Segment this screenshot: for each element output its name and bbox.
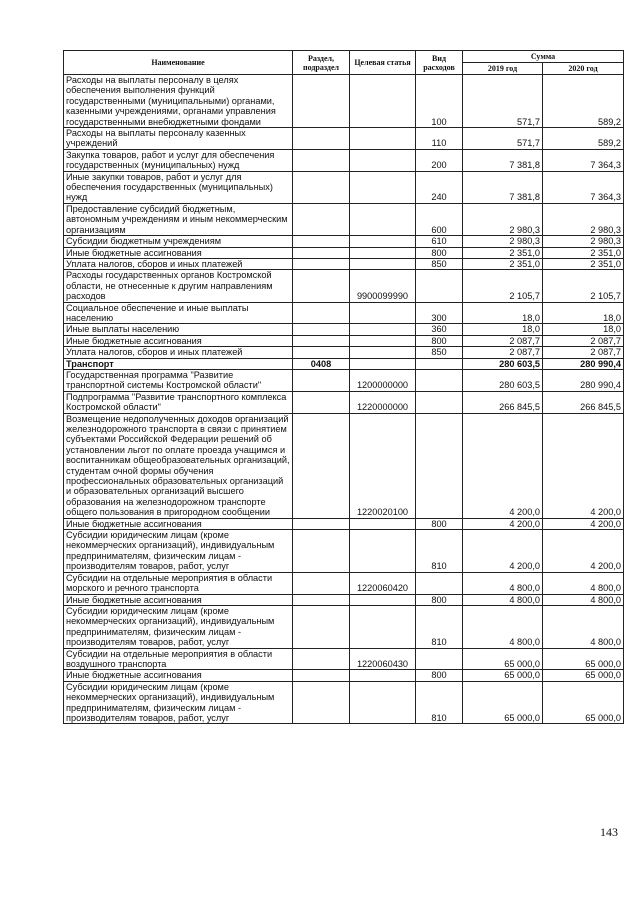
cell-2020: 4 200,0 <box>543 530 624 573</box>
cell-kind: 810 <box>416 530 463 573</box>
cell-target <box>350 530 416 573</box>
table-row <box>64 572 624 594</box>
cell-target <box>350 605 416 648</box>
cell-kind <box>416 369 463 391</box>
cell-kind: 800 <box>416 518 463 529</box>
table-row <box>64 236 624 247</box>
cell-section <box>293 270 350 302</box>
cell-target <box>350 171 416 203</box>
cell-target <box>350 302 416 324</box>
cell-target <box>350 347 416 358</box>
cell-section <box>293 347 350 358</box>
table-row <box>64 391 624 413</box>
cell-kind: 850 <box>416 258 463 269</box>
cell-target: 1220060420 <box>350 572 416 594</box>
cell-2019: 2 980,3 <box>463 203 543 235</box>
table-row <box>64 358 624 369</box>
table-row <box>64 530 624 573</box>
cell-section <box>293 681 350 724</box>
cell-2020: 2 087,7 <box>543 335 624 346</box>
cell-target: 1200000000 <box>350 369 416 391</box>
cell-section <box>293 324 350 335</box>
cell-name: Субсидии юридическим лицам (кроме некоммерческих организаций), индивидуальным предпринимателям, физическим лицам - производителям товаров, работ, услуг <box>64 681 293 724</box>
cell-kind <box>416 572 463 594</box>
cell-kind <box>416 270 463 302</box>
cell-kind: 300 <box>416 302 463 324</box>
cell-2019: 65 000,0 <box>463 681 543 724</box>
cell-2020: 7 364,3 <box>543 149 624 171</box>
cell-kind <box>416 358 463 369</box>
cell-2020: 18,0 <box>543 302 624 324</box>
cell-target <box>350 594 416 605</box>
cell-kind: 850 <box>416 347 463 358</box>
cell-name: Иные бюджетные ассигнования <box>64 247 293 258</box>
cell-target <box>350 247 416 258</box>
cell-kind: 810 <box>416 681 463 724</box>
header-target: Целевая статья <box>350 51 416 75</box>
cell-name: Уплата налогов, сборов и иных платежей <box>64 258 293 269</box>
cell-section <box>293 335 350 346</box>
cell-name: Социальное обеспечение и иные выплаты населению <box>64 302 293 324</box>
cell-target <box>350 203 416 235</box>
cell-2019: 571,7 <box>463 128 543 150</box>
cell-2019: 280 603,5 <box>463 369 543 391</box>
table-row <box>64 149 624 171</box>
cell-target <box>350 681 416 724</box>
cell-2020: 589,2 <box>543 75 624 128</box>
table-row <box>64 369 624 391</box>
cell-kind: 240 <box>416 171 463 203</box>
cell-kind <box>416 413 463 518</box>
cell-section <box>293 530 350 573</box>
table-row <box>64 75 624 128</box>
cell-target <box>350 236 416 247</box>
page-number: 143 <box>600 825 618 839</box>
cell-target <box>350 670 416 681</box>
table-row <box>64 128 624 150</box>
cell-name: Субсидии бюджетным учреждениям <box>64 236 293 247</box>
cell-name: Субсидии на отдельные мероприятия в области воздушного транспорта <box>64 648 293 670</box>
cell-kind <box>416 648 463 670</box>
cell-kind: 800 <box>416 247 463 258</box>
cell-2020: 2 351,0 <box>543 258 624 269</box>
cell-name: Иные бюджетные ассигнования <box>64 518 293 529</box>
cell-section <box>293 413 350 518</box>
cell-2019: 2 087,7 <box>463 347 543 358</box>
cell-section: 0408 <box>293 358 350 369</box>
cell-section <box>293 203 350 235</box>
cell-section <box>293 171 350 203</box>
cell-2019: 2 087,7 <box>463 335 543 346</box>
cell-section <box>293 518 350 529</box>
cell-2019: 65 000,0 <box>463 648 543 670</box>
table-row <box>64 302 624 324</box>
cell-target <box>350 335 416 346</box>
cell-2020: 280 990,4 <box>543 369 624 391</box>
cell-kind: 360 <box>416 324 463 335</box>
table-row <box>64 648 624 670</box>
cell-2019: 4 800,0 <box>463 605 543 648</box>
cell-2019: 7 381,8 <box>463 171 543 203</box>
header-kind: Вид расходов <box>416 51 463 75</box>
cell-2020: 589,2 <box>543 128 624 150</box>
cell-name: Расходы государственных органов Костромской области, не отнесенные к другим направлениям расходов <box>64 270 293 302</box>
cell-section <box>293 670 350 681</box>
cell-2020: 65 000,0 <box>543 648 624 670</box>
cell-2019: 280 603,5 <box>463 358 543 369</box>
cell-kind: 100 <box>416 75 463 128</box>
cell-target <box>350 75 416 128</box>
cell-section <box>293 572 350 594</box>
cell-kind: 800 <box>416 335 463 346</box>
cell-section <box>293 648 350 670</box>
cell-name: Иные бюджетные ассигнования <box>64 335 293 346</box>
cell-2020: 2 980,3 <box>543 236 624 247</box>
cell-name: Иные бюджетные ассигнования <box>64 670 293 681</box>
cell-section <box>293 369 350 391</box>
cell-2019: 4 800,0 <box>463 594 543 605</box>
table-row <box>64 594 624 605</box>
cell-2019: 266 845,5 <box>463 391 543 413</box>
cell-2019: 4 200,0 <box>463 530 543 573</box>
cell-section <box>293 247 350 258</box>
cell-target: 9900099990 <box>350 270 416 302</box>
budget-table <box>63 50 624 724</box>
table-row <box>64 347 624 358</box>
cell-target <box>350 149 416 171</box>
header-sum: Сумма <box>463 51 624 63</box>
cell-2019: 7 381,8 <box>463 149 543 171</box>
cell-name: Расходы на выплаты персоналу в целях обеспечения выполнения функций государственными (муниципальными) органами, казенными учреждениями, органами управления государственными внебюджетными фондами <box>64 75 293 128</box>
cell-name: Уплата налогов, сборов и иных платежей <box>64 347 293 358</box>
cell-2019: 2 351,0 <box>463 247 543 258</box>
cell-name: Государственная программа "Развитие транспортной системы Костромской области" <box>64 369 293 391</box>
table-row <box>64 670 624 681</box>
cell-kind <box>416 391 463 413</box>
header-2019: 2019 год <box>463 63 543 75</box>
cell-2020: 4 800,0 <box>543 594 624 605</box>
cell-2020: 4 800,0 <box>543 605 624 648</box>
cell-2020: 2 105,7 <box>543 270 624 302</box>
document-page <box>63 50 623 724</box>
table-row <box>64 258 624 269</box>
cell-name: Подпрограмма "Развитие транспортного комплекса Костромской области" <box>64 391 293 413</box>
cell-2019: 65 000,0 <box>463 670 543 681</box>
table-row <box>64 270 624 302</box>
cell-2020: 2 980,3 <box>543 203 624 235</box>
cell-2020: 2 351,0 <box>543 247 624 258</box>
table-row <box>64 518 624 529</box>
cell-name: Иные закупки товаров, работ и услуг для обеспечения государственных (муниципальных) нужд <box>64 171 293 203</box>
table-body <box>64 75 624 724</box>
cell-2020: 4 200,0 <box>543 518 624 529</box>
cell-target <box>350 258 416 269</box>
cell-2019: 2 351,0 <box>463 258 543 269</box>
table-header <box>64 51 624 75</box>
header-section: Раздел, подраздел <box>293 51 350 75</box>
cell-name: Субсидии юридическим лицам (кроме некоммерческих организаций), индивидуальным предпринимателям, физическим лицам - производителям товаров, работ, услуг <box>64 530 293 573</box>
cell-section <box>293 149 350 171</box>
table-row <box>64 413 624 518</box>
table-row <box>64 605 624 648</box>
cell-section <box>293 594 350 605</box>
table-row <box>64 171 624 203</box>
header-2020: 2020 год <box>543 63 624 75</box>
cell-2019: 4 200,0 <box>463 413 543 518</box>
cell-name: Возмещение недополученных доходов организаций железнодорожного транспорта в связи с принятием субъектами Российской Федерации решений об установлении льгот по оплате проезда учащимся и воспитанникам общеобразовательных организаций, студентам очной формы обучения профессиональных образовательных организаций и образовательных организаций высшего образования на железнодорожном транспорте общего пользования в пригородном сообщении <box>64 413 293 518</box>
cell-target <box>350 128 416 150</box>
table-row <box>64 247 624 258</box>
table-row <box>64 681 624 724</box>
cell-2019: 4 800,0 <box>463 572 543 594</box>
cell-section <box>293 75 350 128</box>
cell-2020: 4 800,0 <box>543 572 624 594</box>
cell-2020: 65 000,0 <box>543 670 624 681</box>
cell-name: Расходы на выплаты персоналу казенных учреждений <box>64 128 293 150</box>
cell-2020: 65 000,0 <box>543 681 624 724</box>
cell-2019: 18,0 <box>463 302 543 324</box>
cell-name: Субсидии на отдельные мероприятия в области морского и речного транспорта <box>64 572 293 594</box>
cell-section <box>293 605 350 648</box>
cell-name: Закупка товаров, работ и услуг для обеспечения государственных (муниципальных) нужд <box>64 149 293 171</box>
cell-target: 1220020100 <box>350 413 416 518</box>
cell-2020: 266 845,5 <box>543 391 624 413</box>
cell-2019: 2 105,7 <box>463 270 543 302</box>
cell-kind: 110 <box>416 128 463 150</box>
cell-target <box>350 518 416 529</box>
cell-kind: 610 <box>416 236 463 247</box>
cell-section <box>293 128 350 150</box>
cell-target <box>350 358 416 369</box>
cell-name: Иные выплаты населению <box>64 324 293 335</box>
cell-2019: 2 980,3 <box>463 236 543 247</box>
cell-2019: 571,7 <box>463 75 543 128</box>
cell-kind: 600 <box>416 203 463 235</box>
cell-kind: 800 <box>416 670 463 681</box>
cell-target: 1220060430 <box>350 648 416 670</box>
cell-section <box>293 302 350 324</box>
table-row <box>64 324 624 335</box>
header-name: Наименование <box>64 51 293 75</box>
cell-name: Транспорт <box>64 358 293 369</box>
cell-target: 1220000000 <box>350 391 416 413</box>
cell-name: Субсидии юридическим лицам (кроме некоммерческих организаций), индивидуальным предпринимателям, физическим лицам - производителям товаров, работ, услуг <box>64 605 293 648</box>
cell-section <box>293 391 350 413</box>
cell-2020: 280 990,4 <box>543 358 624 369</box>
cell-kind: 200 <box>416 149 463 171</box>
cell-section <box>293 258 350 269</box>
cell-2020: 4 200,0 <box>543 413 624 518</box>
cell-2020: 7 364,3 <box>543 171 624 203</box>
cell-name: Иные бюджетные ассигнования <box>64 594 293 605</box>
cell-kind: 810 <box>416 605 463 648</box>
cell-2020: 18,0 <box>543 324 624 335</box>
cell-name: Предоставление субсидий бюджетным, автономным учреждениям и иным некоммерческим организациям <box>64 203 293 235</box>
cell-section <box>293 236 350 247</box>
cell-2019: 4 200,0 <box>463 518 543 529</box>
table-row <box>64 335 624 346</box>
cell-kind: 800 <box>416 594 463 605</box>
cell-2020: 2 087,7 <box>543 347 624 358</box>
table-row <box>64 203 624 235</box>
cell-2019: 18,0 <box>463 324 543 335</box>
cell-target <box>350 324 416 335</box>
